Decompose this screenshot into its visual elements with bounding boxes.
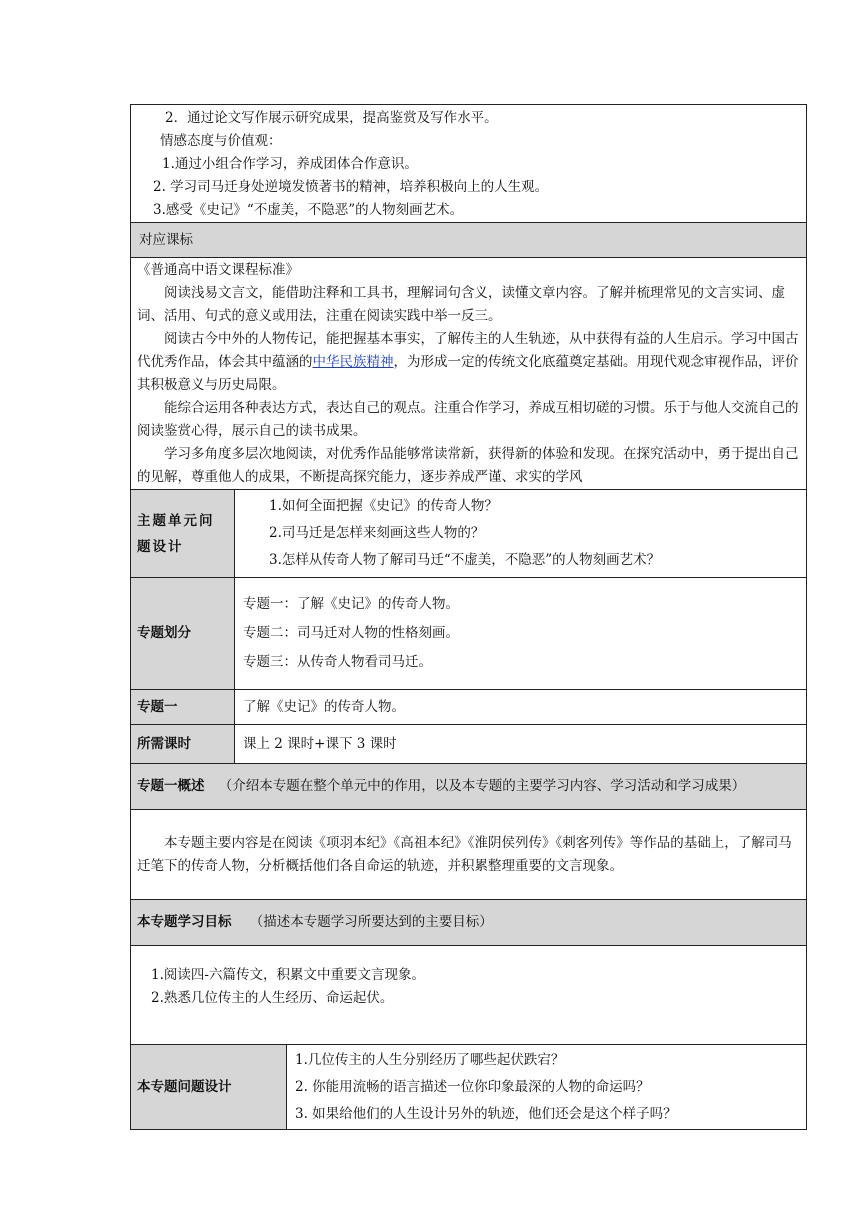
topic-item: 专题二：司马迁对人物的性格刻画。: [243, 625, 459, 641]
goal-item: 2.熟悉几位传主的人生经历、命运起伏。: [151, 990, 394, 1006]
national-spirit-link[interactable]: 中华民族精神: [312, 354, 394, 370]
unit-questions-row: [131, 490, 807, 578]
standards-paragraph: 能综合运用各种表达方式，表达自己的观点。注重合作学习，养成互相切磋的习惯。乐于与他人交流自己的阅读鉴赏心得，展示自己的读书成果。: [137, 400, 799, 439]
standards-header-row: [131, 223, 807, 258]
standards-paragraph-text: 阅读古今中外的人物传记，能把握基本事实，了解传主的人生轨迹，从中获得有益的人生启示。学习中国古代优秀作品，体会其中蕴涵的: [137, 331, 799, 370]
hours-row: [131, 725, 807, 764]
goals-label: 本专题学习目标: [137, 914, 232, 930]
unit-question: 2.司马迁是怎样来刻画这些人物的？: [269, 525, 485, 541]
topic-item: 专题一：了解《史记》的传奇人物。: [243, 596, 459, 612]
topic-question: 1.几位传主的人生分别经历了哪些起伏跌宕？: [295, 1051, 565, 1068]
topic-item: 专题三：从传奇人物看司马迁。: [243, 654, 432, 670]
topic-one-value: 了解《史记》的传奇人物。: [235, 690, 807, 725]
topic-questions-row: [131, 1045, 807, 1130]
goals-content-row: [131, 946, 807, 1045]
hours-value: 课上 2 课时+课下 3 课时: [235, 725, 807, 764]
overview-label: 专题一概述: [137, 778, 205, 794]
objective-line: 1.通过小组合作学习，养成团体合作意识。: [162, 156, 418, 172]
unit-question: 3.怎样从传奇人物了解司马迁“不虚美，不隐恶”的人物刻画艺术？: [269, 552, 661, 568]
goals-header: [131, 900, 807, 946]
topic-questions-cell: [287, 1045, 807, 1130]
topic-one-label: 专题一: [131, 690, 235, 725]
objectives-cell: [131, 105, 807, 223]
topic-one-row: [131, 690, 807, 725]
goals-hint: （描述本专题学习所要达到的主要目标）: [249, 914, 493, 930]
overview-text: 本专题主要内容是在阅读《项羽本纪》《高祖本纪》《淮阴侯列传》《刺客列传》等作品的基础上，了解司马迁笔下的传奇人物，分析概括他们各自命运的轨迹，并积累整理重要的文言现象。: [137, 834, 792, 874]
unit-question: 1.如何全面把握《史记》的传奇人物？: [269, 498, 498, 514]
goal-item: 1.阅读四-六篇传文，积累文中重要文言现象。: [151, 967, 425, 983]
overview-content-cell: [131, 810, 807, 900]
goals-header-row: [131, 900, 807, 946]
topic-question: 3. 如果给他们的人生设计另外的轨迹，他们还会是这个样子吗？: [295, 1105, 677, 1122]
standards-header: 对应课标: [131, 223, 807, 258]
standards-paragraph: 阅读浅易文言文，能借助注释和工具书，理解词句含义，读懂文章内容。了解并梳理常见的文言实词、虚词、活用、句式的意义或用法，注重在阅读实践中举一反三。: [137, 285, 785, 324]
standards-content-row: [131, 258, 807, 490]
standards-content-cell: [131, 258, 807, 490]
objectives-row: [131, 105, 807, 223]
objective-line: 2．通过论文写作展示研究成果，提高鉴赏及写作水平。: [165, 110, 498, 126]
overview-hint: （介绍本专题在整个单元中的作用，以及本专题的主要学习内容、学习活动和学习成果）: [218, 778, 746, 794]
topics-row: [131, 578, 807, 690]
standards-paragraph: [137, 328, 800, 397]
objective-category: 情感态度与价值观：: [160, 133, 282, 149]
overview-content-row: [131, 810, 807, 900]
unit-questions-cell: [235, 490, 807, 578]
standards-paragraph: 学习多角度多层次地阅读，对优秀作品能够常读常新，获得新的体验和发现。在探究活动中，勇于提出自己的见解，尊重他人的成果，不断提高探究能力，逐步养成严谨、求实的学风: [137, 446, 799, 485]
objective-line: 3.感受《史记》“不虚美，不隐恶”的人物刻画艺术。: [153, 202, 464, 218]
standards-paragraph-text: ，为形成一定的传统文化底蕴奠定基础。用现代观念审视作品，评价其积极意义与历史局限。: [137, 354, 799, 393]
hours-label: 所需课时: [131, 725, 235, 764]
overview-header: [131, 764, 807, 810]
topics-cell: [235, 578, 807, 690]
unit-questions-label: 主题单元问题设计: [131, 490, 235, 578]
standards-title: 《普通高中语文课程标准》: [137, 262, 299, 278]
lesson-plan-table: [130, 104, 807, 1130]
goals-content-cell: [131, 946, 807, 1045]
objective-line: 2. 学习司马迁身处逆境发愤著书的精神，培养积极向上的人生观。: [153, 179, 549, 195]
topics-label: 专题划分: [131, 578, 235, 690]
overview-header-row: [131, 764, 807, 810]
lesson-plan-document: [130, 104, 806, 1130]
topic-question: 2. 你能用流畅的语言描述一位你印象最深的人物的命运吗？: [295, 1078, 650, 1095]
topic-questions-label: 本专题问题设计: [131, 1045, 287, 1130]
